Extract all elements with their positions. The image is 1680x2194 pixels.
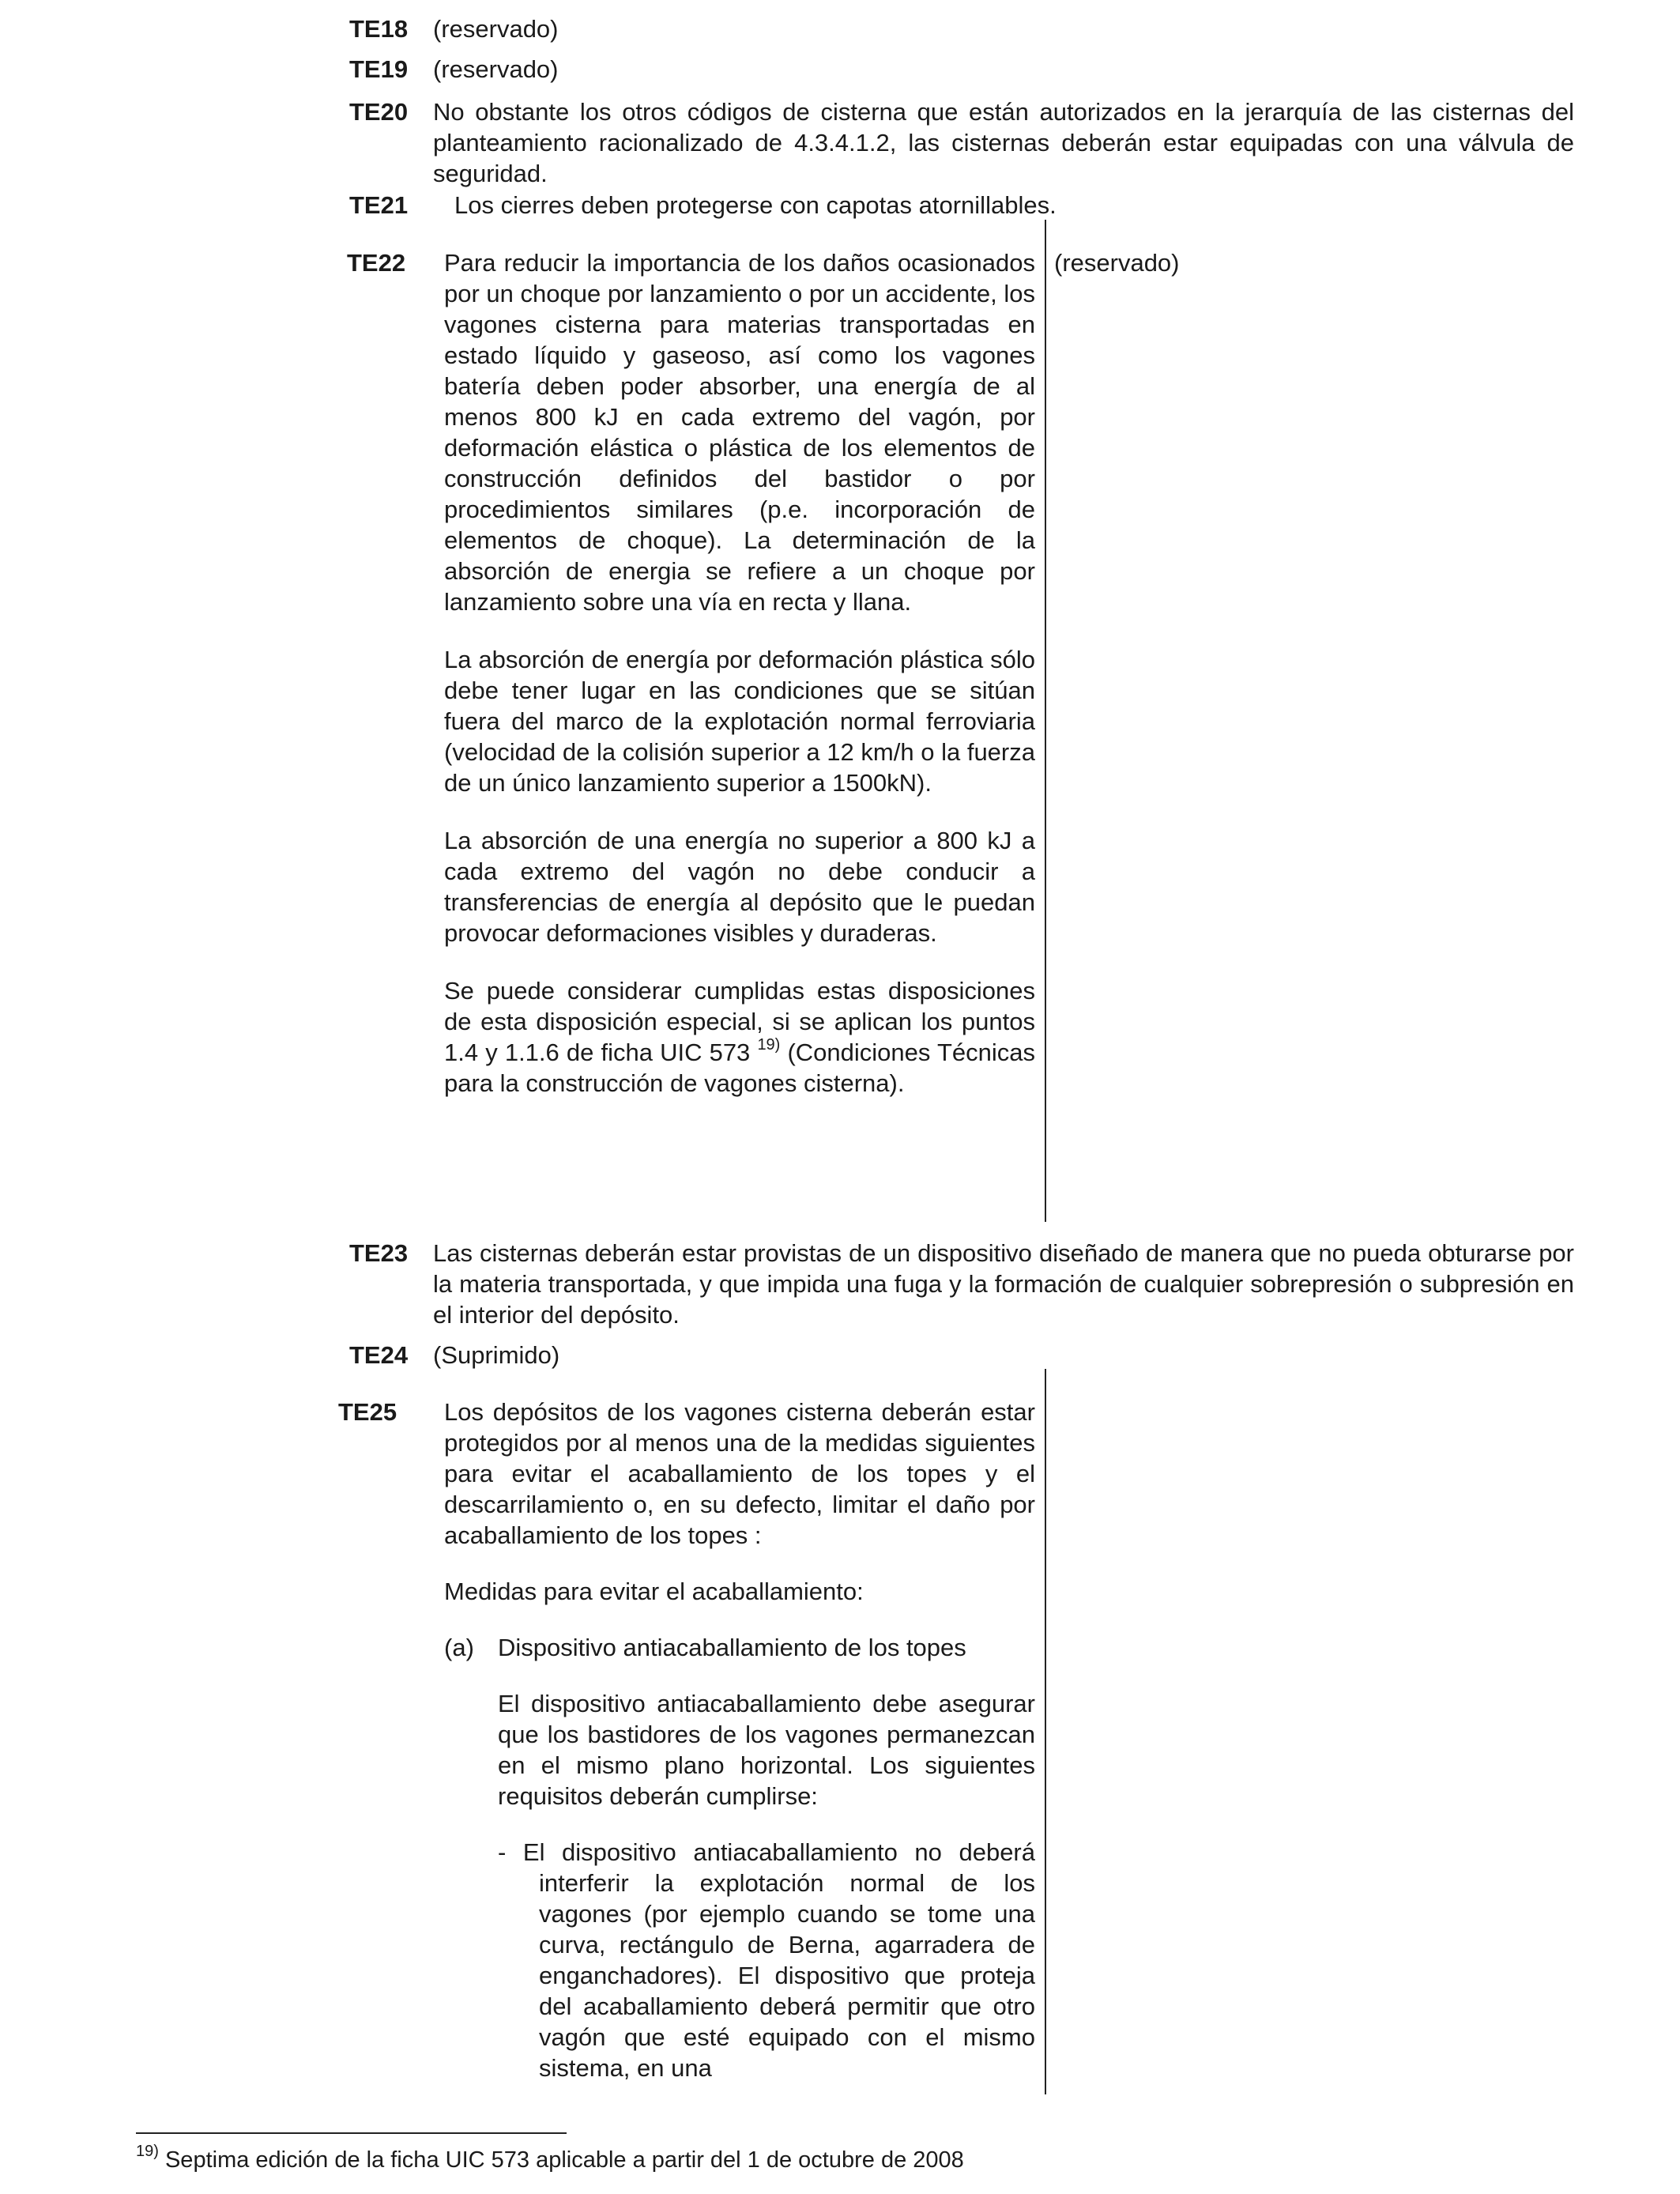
footnote-text: Septima edición de la ficha UIC 573 aplicable a partir del 1 de octubre de 2008 — [164, 2147, 964, 2173]
code-te25: TE25 — [338, 1398, 397, 1426]
te22-paragraph-1: Para reducir la importancia de los daños ocasionados por un choque por lanzamiento o por un accidente, los vagones cisterna para materias transportadas en estado líquido y gaseoso, así como los vagones batería deben poder absorber, una energía de al menos 800 kJ en cada extremo del vagón, por deformación elástica o plástica de los elementos de construcción definidos del bastidor o por procedimientos similares (p.e. incorporación de elementos de choque). La determinación de la absorción de energia se refiere a un choque por lanzamiento sobre una vía en recta y llana. — [444, 249, 1035, 616]
code-te19: TE19 — [349, 55, 409, 83]
footnote-ref: 19) — [757, 1036, 781, 1054]
te22-paragraph-3: La absorción de una energía no superior a 800 kJ a cada extremo del vagón no debe conducir a transferencias de energía al depósito que le puedan provocar deformaciones visibles y duraderas. — [444, 827, 1035, 947]
te22-paragraph-2: La absorción de energía por deformación plástica sólo debe tener lugar en las condiciones que se sitúan fuera del marco de la explotación normal ferroviaria (velocidad de la colisión superior a 12 km/h o la fuerza de un único lanzamiento superior a 1500kN). — [444, 646, 1035, 797]
te22-body — [444, 247, 1035, 1099]
te22-paragraph-4-start: Se puede considerar cumplidas estas disposiciones de esta disposición especial, si se aplican los puntos 1.4 y 1.1.6 de ficha UIC 573 — [444, 977, 1035, 1066]
item-a-text: Dispositivo antiacaballamiento de los topes — [498, 1634, 966, 1661]
code-te22: TE22 — [347, 249, 406, 277]
column-divider — [1045, 220, 1046, 1222]
te25-item-a — [444, 1632, 1035, 1663]
te22-paragraph-4-end: (Condiciones Técnicas para la construcción de vagones cisterna). — [444, 1039, 1035, 1097]
te25-paragraph-4: - El dispositivo antiacaballamiento no deberá interferir la explotación normal de los vagones (por ejemplo cuando se tome una curva, rectángulo de Berna, agarradera de enganchadores). El dispositivo que proteja del acaballamiento deberá permitir que otro vagón que esté equipado con el mismo sistema, en una — [498, 1838, 1035, 2082]
text-te18: (reservado) — [433, 15, 559, 43]
te25-paragraph-2: Medidas para evitar el acaballamiento: — [444, 1578, 864, 1605]
text-te23: Las cisternas deberán estar provistas de un dispositivo diseñado de manera que no pueda obturarse por la materia transportada, y que impida una fuga y la formación de cualquier sobrepresión o subpresión en el interior del depósito. — [433, 1239, 1574, 1329]
footnote-rule — [136, 2132, 567, 2134]
text-te19: (reservado) — [433, 55, 559, 83]
te25-body — [444, 1397, 1035, 2083]
te25-paragraph-1: Los depósitos de los vagones cisterna deberán estar protegidos por al menos una de la medidas siguientes para evitar el acaballamiento de los topes y el descarrilamiento o, en su defecto, limitar el daño por acaballamiento de los topes : — [444, 1398, 1035, 1549]
te25-paragraph-3: El dispositivo antiacaballamiento debe asegurar que los bastidores de los vagones permanezcan en el mismo plano horizontal. Los siguientes requisitos deberán cumplirse: — [498, 1690, 1035, 1810]
text-te20: No obstante los otros códigos de cisterna que están autorizados en la jerarquía de las cisternas del planteamiento racionalizado de 4.3.4.1.2, las cisternas deberán estar equipadas con una válvula de seguridad. — [433, 98, 1574, 187]
code-te23: TE23 — [349, 1239, 409, 1267]
text-te22-right: (reservado) — [1054, 249, 1180, 277]
code-te20: TE20 — [349, 98, 409, 126]
code-te21: TE21 — [349, 191, 409, 219]
text-te24: (Suprimido) — [433, 1341, 560, 1369]
footnote-mark: 19) — [136, 2143, 159, 2160]
footnote — [136, 2143, 964, 2174]
text-te21: Los cierres deben protegerse con capotas atornillables. — [454, 191, 1057, 219]
code-te18: TE18 — [349, 15, 409, 43]
column-divider-2 — [1045, 1369, 1046, 2094]
item-a-label: (a) — [444, 1634, 474, 1661]
te22-paragraph-4 — [444, 975, 1035, 1099]
code-te24: TE24 — [349, 1341, 409, 1369]
